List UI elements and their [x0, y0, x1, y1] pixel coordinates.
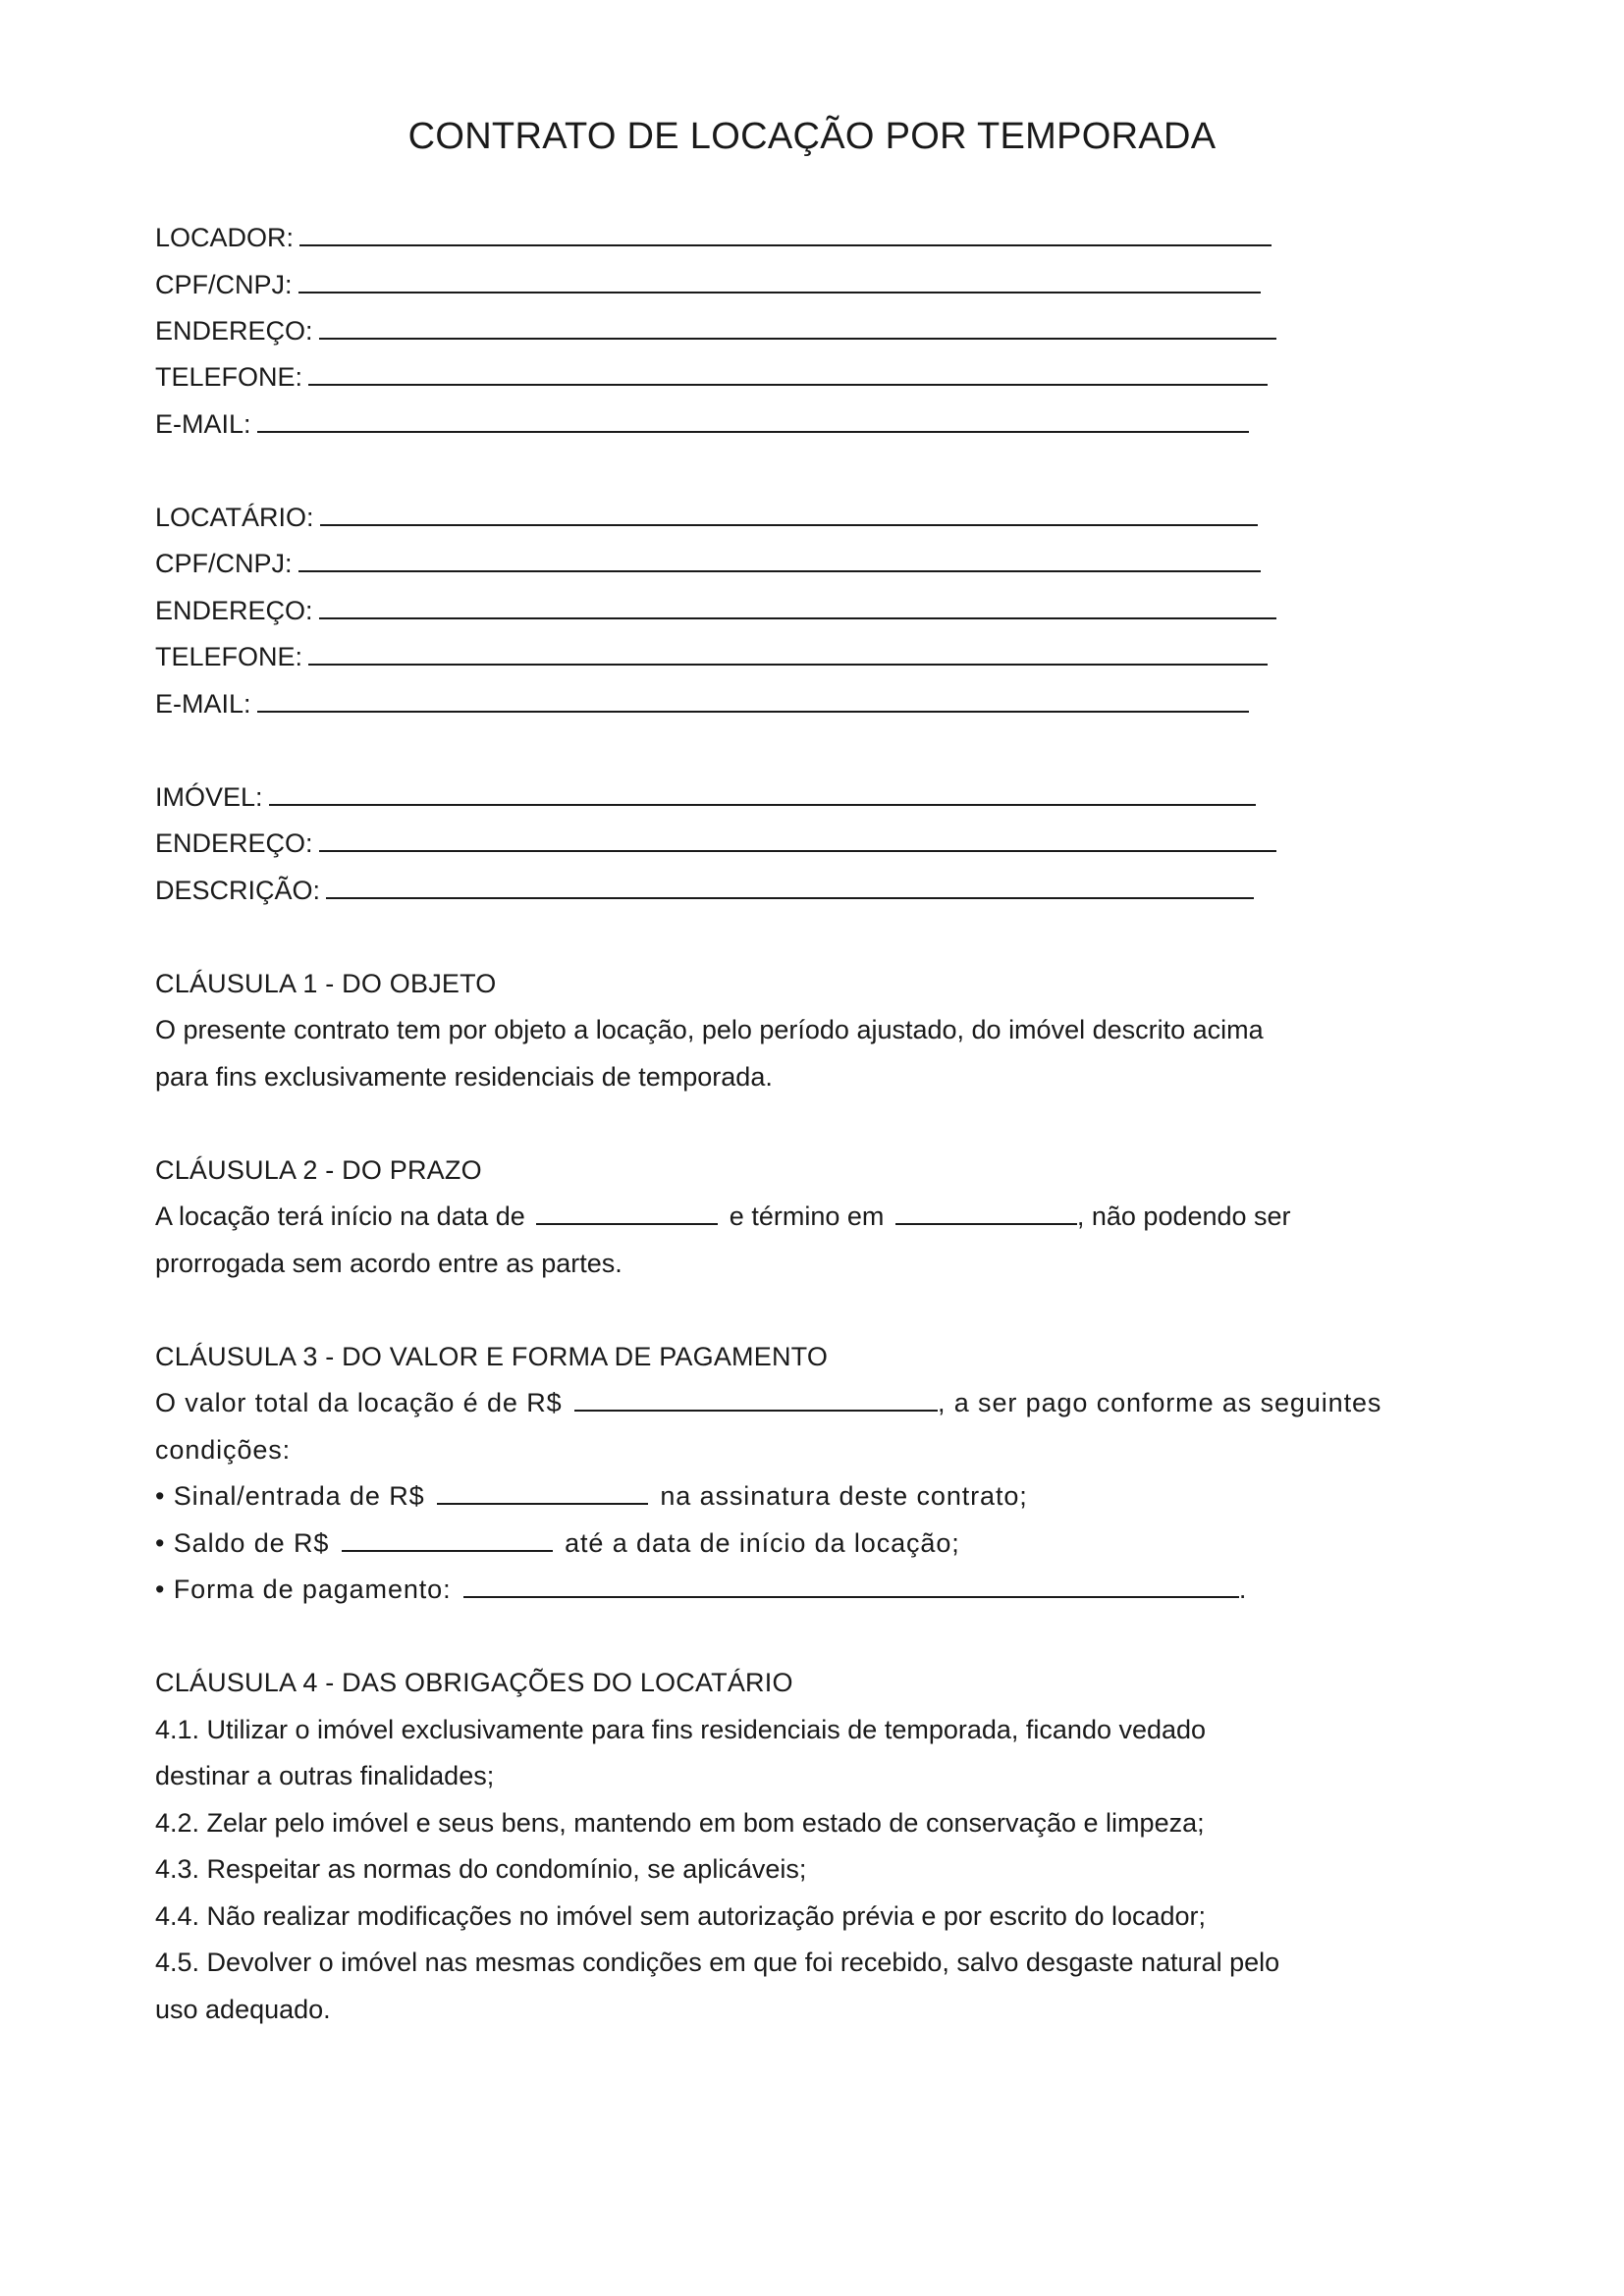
fill-in-blank[interactable] — [257, 689, 1249, 713]
field-label: E-MAIL: — [155, 409, 251, 439]
clause-1-heading: CLÁUSULA 1 - DO OBJETO — [155, 969, 497, 998]
total-value-blank[interactable] — [574, 1388, 938, 1412]
clause-text-part: • Sinal/entrada de R$ — [155, 1481, 425, 1511]
locatario-name-field — [155, 501, 1258, 534]
clause-3-text: condições: — [155, 1435, 292, 1465]
clause-1-text: para fins exclusivamente residenciais de temporada. — [155, 1062, 773, 1092]
field-label: CPF/CNPJ: — [155, 270, 293, 299]
fill-in-blank[interactable] — [257, 409, 1249, 433]
fill-in-blank[interactable] — [319, 596, 1276, 619]
payment-condition-item — [155, 1573, 1247, 1606]
clause-text-part: e término em — [729, 1201, 885, 1231]
fill-in-blank[interactable] — [269, 782, 1256, 806]
field-label: IMÓVEL: — [155, 782, 263, 812]
clause-2-text: prorrogada sem acordo entre as partes. — [155, 1249, 623, 1278]
clause-text-part: até a data de início da locação; — [565, 1528, 960, 1558]
field-label: ENDEREÇO: — [155, 316, 313, 346]
end-date-blank[interactable] — [895, 1201, 1077, 1225]
obligation-item: 4.2. Zelar pelo imóvel e seus bens, mantendo em bom estado de conservação e limpeza; — [155, 1808, 1205, 1838]
obligation-item: destinar a outras finalidades; — [155, 1761, 495, 1790]
balance-blank[interactable] — [342, 1528, 553, 1552]
clause-text-part: . — [1238, 1575, 1248, 1604]
field-label: ENDEREÇO: — [155, 828, 313, 858]
field-label: TELEFONE: — [155, 362, 303, 392]
imovel-field — [155, 780, 1256, 814]
down-payment-blank[interactable] — [437, 1481, 648, 1505]
clause-1-text: O presente contrato tem por objeto a locação, pelo período ajustado, do imóvel descrito acima — [155, 1015, 1264, 1044]
contract-title: CONTRATO DE LOCAÇÃO POR TEMPORADA — [407, 116, 1217, 157]
fill-in-blank[interactable] — [326, 876, 1254, 899]
fill-in-blank[interactable] — [299, 223, 1272, 246]
payment-method-blank[interactable] — [463, 1575, 1239, 1598]
fill-in-blank[interactable] — [308, 642, 1268, 666]
obligation-item: 4.3. Respeitar as normas do condomínio, se aplicáveis; — [155, 1854, 807, 1884]
clause-text-part: , a ser pago conforme as seguintes — [937, 1388, 1382, 1417]
obligation-item: 4.4. Não realizar modificações no imóvel sem autorização prévia e por escrito do locador; — [155, 1901, 1207, 1931]
clause-text-part: O valor total da locação é de R$ — [155, 1388, 563, 1417]
fill-in-blank[interactable] — [308, 362, 1268, 386]
fill-in-blank[interactable] — [298, 270, 1261, 294]
field-label: E-MAIL: — [155, 689, 251, 719]
obligation-item: 4.5. Devolver o imóvel nas mesmas condições em que foi recebido, salvo desgaste natural pelo — [155, 1948, 1280, 1977]
field-label: LOCATÁRIO: — [155, 503, 314, 532]
payment-condition-item — [155, 1526, 960, 1560]
locador-email-field — [155, 407, 1249, 441]
clause-2-heading: CLÁUSULA 2 - DO PRAZO — [155, 1155, 482, 1185]
field-label: TELEFONE: — [155, 642, 303, 671]
clause-3-text — [155, 1386, 1381, 1419]
locador-cpf-field — [155, 268, 1261, 301]
imovel-address-field — [155, 827, 1276, 860]
locatario-address-field — [155, 594, 1276, 627]
clause-text-part: na assinatura deste contrato; — [660, 1481, 1028, 1511]
clause-text-part: , não podendo ser — [1076, 1201, 1291, 1231]
clause-text-part: A locação terá início na data de — [155, 1201, 525, 1231]
clause-4-heading: CLÁUSULA 4 - DAS OBRIGAÇÕES DO LOCATÁRIO — [155, 1668, 793, 1697]
start-date-blank[interactable] — [536, 1201, 718, 1225]
fill-in-blank[interactable] — [319, 828, 1276, 852]
field-label: CPF/CNPJ: — [155, 549, 293, 578]
obligation-item: 4.1. Utilizar o imóvel exclusivamente para fins residenciais de temporada, ficando vedado — [155, 1715, 1207, 1744]
locatario-phone-field — [155, 640, 1268, 673]
payment-condition-item — [155, 1479, 1028, 1513]
field-label: ENDEREÇO: — [155, 596, 313, 625]
locador-address-field — [155, 314, 1276, 347]
locatario-cpf-field — [155, 547, 1261, 580]
locatario-email-field — [155, 687, 1249, 721]
clause-text-part: • Forma de pagamento: — [155, 1575, 452, 1604]
clause-text-part: • Saldo de R$ — [155, 1528, 330, 1558]
locador-phone-field — [155, 360, 1268, 394]
fill-in-blank[interactable] — [320, 503, 1258, 526]
fill-in-blank[interactable] — [319, 316, 1276, 340]
field-label: DESCRIÇÃO: — [155, 876, 321, 905]
clause-3-heading: CLÁUSULA 3 - DO VALOR E FORMA DE PAGAMENTO — [155, 1342, 829, 1371]
field-label: LOCADOR: — [155, 223, 295, 252]
obligation-item: uso adequado. — [155, 1995, 331, 2024]
locador-name-field — [155, 221, 1272, 254]
imovel-description-field — [155, 874, 1254, 907]
fill-in-blank[interactable] — [298, 549, 1261, 572]
clause-2-text — [155, 1200, 1291, 1233]
